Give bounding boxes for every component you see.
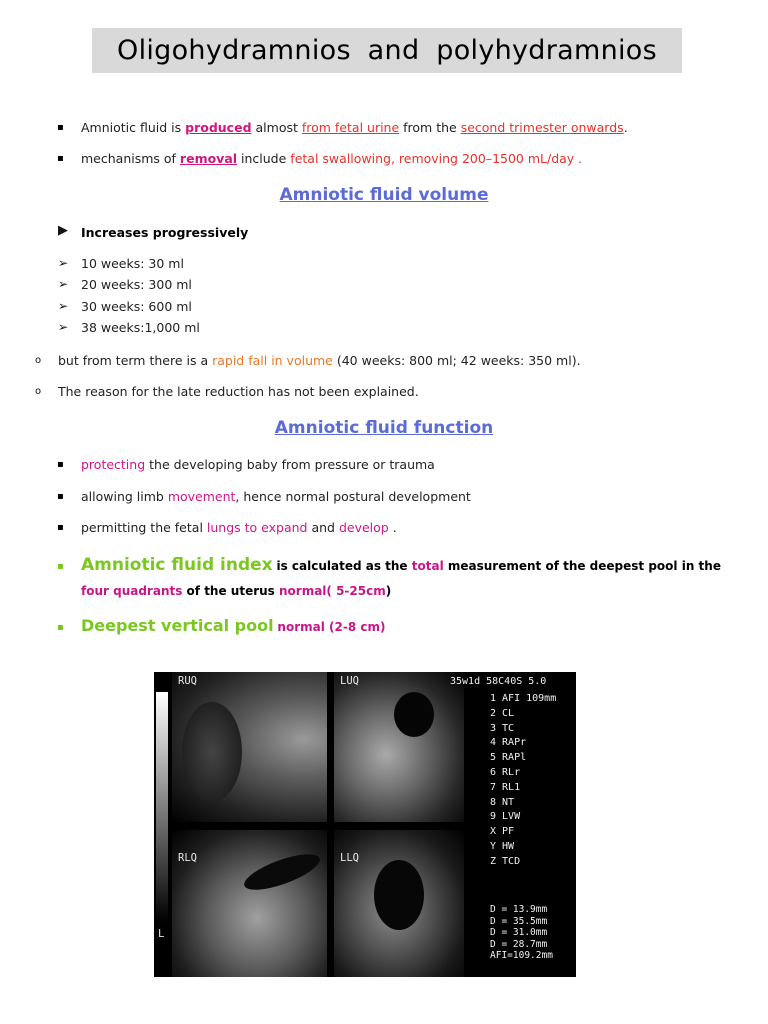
menu-item: 4 RAPr [490, 737, 527, 749]
menu-item: 2 CL [490, 707, 515, 719]
volume-note-2: The reason for the late reduction has not been explained. [58, 384, 419, 399]
measurement-readout: D = 13.9mm D = 35.5mm D = 31.0mm D = 28.7mm AFI=109.2mm [490, 904, 553, 962]
chevron-bullet-icon: ➢ [58, 299, 69, 313]
intro-line-1: Amniotic fluid is produced almost from fetal urine from the second trimester onwards. [81, 120, 628, 135]
volume-item: 20 weeks: 300 ml [81, 277, 192, 292]
function-item-1: protecting the developing baby from pressure or trauma [81, 457, 435, 472]
quadrant-label-ruq: RUQ [178, 675, 197, 687]
scale-label: L [158, 928, 165, 940]
ultrasound-header: 35w1d 58C40S 5.0 [450, 676, 547, 687]
ultrasound-image [154, 672, 576, 977]
menu-item: 1 AFI 109mm [490, 693, 557, 704]
chevron-bullet-icon: ➢ [58, 256, 69, 270]
grayscale-bar [156, 692, 168, 922]
heading-function: Amniotic fluid function [274, 418, 494, 438]
quadrant-label-rlq: RLQ [178, 852, 197, 864]
intro-line-2: mechanisms of removal include fetal swallowing, removing 200–1500 mL/day . [81, 151, 583, 166]
menu-item: 9 LVW [490, 811, 521, 823]
ultrasound-panel-luq [334, 672, 464, 822]
menu-item: 5 RAPl [490, 752, 527, 764]
measurement-menu [490, 692, 556, 870]
function-item-2: allowing limb movement, hence normal postural development [81, 489, 471, 504]
menu-item: 3 TC [490, 722, 515, 734]
menu-item: 6 RLr [490, 766, 521, 778]
bullet-square: ▪ [57, 622, 64, 633]
volume-item: 30 weeks: 600 ml [81, 299, 192, 314]
volume-subhead: Increases progressively [81, 225, 249, 240]
chevron-bullet-icon: ➢ [58, 277, 69, 291]
bullet-square: ▪ [57, 561, 64, 572]
afi-line-2: four quadrants of the uterus normal( 5-25cm) [81, 584, 392, 598]
bullet-square: ▪ [57, 491, 64, 502]
circle-bullet: o [35, 355, 42, 366]
arrow-right-icon: ▶ [58, 223, 68, 238]
menu-item: Z TCD [490, 855, 521, 867]
bullet-square: ▪ [57, 522, 64, 533]
menu-item: X PF [490, 826, 515, 838]
afi-line-1: Amniotic fluid index is calculated as the total measurement of the deepest pool in the [81, 555, 721, 575]
menu-item: 7 RL1 [490, 781, 521, 793]
volume-item: 38 weeks:1,000 ml [81, 320, 200, 335]
bullet-square: ▪ [57, 122, 64, 133]
circle-bullet: o [35, 386, 42, 397]
bullet-square: ▪ [57, 153, 64, 164]
bullet-square: ▪ [57, 459, 64, 470]
ultrasound-panel-ruq [172, 672, 327, 822]
chevron-bullet-icon: ➢ [58, 320, 69, 334]
quadrant-label-luq: LUQ [340, 675, 359, 687]
volume-item: 10 weeks: 30 ml [81, 256, 184, 271]
menu-item: 8 NT [490, 796, 515, 808]
quadrant-label-llq: LLQ [340, 852, 359, 864]
dvp-line: Deepest vertical pool normal (2-8 cm) [81, 616, 386, 635]
page-title: Oligohydramnios and polyhydramnios [92, 28, 682, 73]
menu-item: Y HW [490, 840, 515, 852]
volume-note-1: but from term there is a rapid fall in volume (40 weeks: 800 ml; 42 weeks: 350 ml). [58, 353, 581, 368]
heading-volume: Amniotic fluid volume [279, 185, 489, 205]
function-item-3: permitting the fetal lungs to expand and develop . [81, 520, 397, 535]
